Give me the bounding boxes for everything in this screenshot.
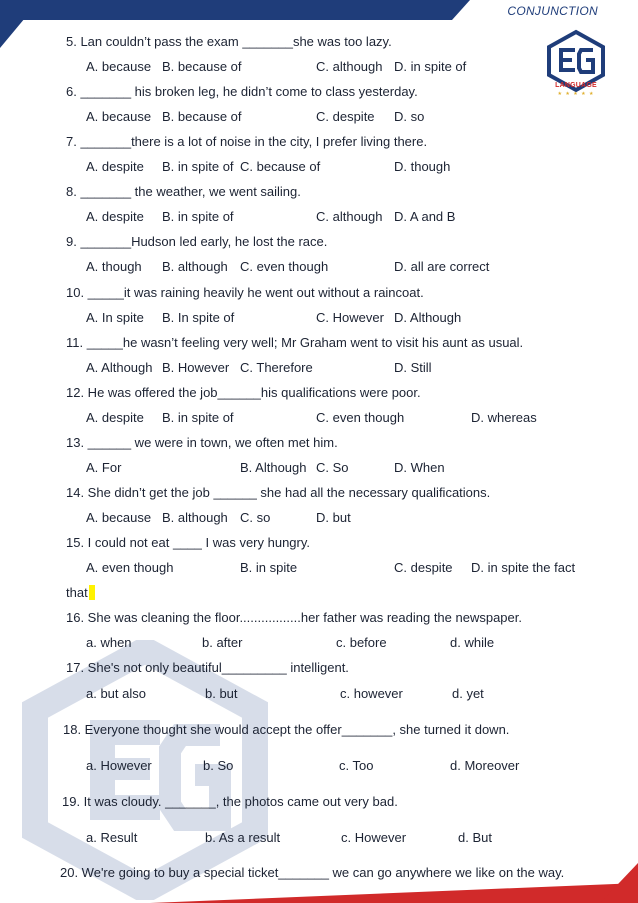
option-8c: C. although xyxy=(316,209,383,224)
option-8b: B. in spite of xyxy=(162,209,234,224)
page-header-title: CONJUNCTION xyxy=(507,4,598,18)
option-19d: d. But xyxy=(458,830,492,845)
option-16b: b. after xyxy=(202,635,243,650)
option-17d: d. yet xyxy=(452,686,484,701)
option-7c: C. because of xyxy=(240,159,321,174)
question-20: 20. We're going to buy a special ticket_______ we can go anywhere we like on the way. xyxy=(60,865,565,880)
question-18: 18. Everyone thought she would accept the offer_______, she turned it down. xyxy=(63,722,510,737)
question-7: 7. _______there is a lot of noise in the city, I prefer living there. xyxy=(66,134,428,149)
option-16a: a. when xyxy=(86,635,132,650)
option-14b: B. although xyxy=(162,510,228,525)
option-19c: c. However xyxy=(341,830,407,845)
question-12: 12. He was offered the job______his qualifications were poor. xyxy=(66,385,421,400)
option-5a: A. because xyxy=(86,59,152,74)
option-17a: a. but also xyxy=(86,686,146,701)
option-6c: C. despite xyxy=(316,109,375,124)
option-9b: B. although xyxy=(162,259,228,274)
option-14c: C. so xyxy=(240,510,271,525)
option-17c: c. however xyxy=(340,686,403,701)
option-15d: D. in spite the fact xyxy=(471,560,576,575)
option-8a: A. despite xyxy=(86,209,144,224)
question-14: 14. She didn’t get the job ______ she had all the necessary qualifications. xyxy=(66,485,491,500)
option-10a: A. In spite xyxy=(86,310,144,325)
option-10b: B. In spite of xyxy=(162,310,235,325)
option-7a: A. despite xyxy=(86,159,144,174)
option-15d-wrap: that xyxy=(66,585,95,601)
option-15b: B. in spite xyxy=(240,560,298,575)
option-10c: C. However xyxy=(316,310,384,325)
question-16: 16. She was cleaning the floor.................her father was reading the newspaper. xyxy=(66,610,522,625)
option-9a: A. though xyxy=(86,259,142,274)
question-5: 5. Lan couldn’t pass the exam _______she was too lazy. xyxy=(66,34,392,49)
option-18c: c. Too xyxy=(339,758,374,773)
option-16d: d. while xyxy=(450,635,495,650)
option-19a: a. Result xyxy=(86,830,138,845)
option-12d: D. whereas xyxy=(471,410,537,425)
option-12a: A. despite xyxy=(86,410,144,425)
question-17: 17. She's not only beautiful_________ intelligent. xyxy=(66,660,349,675)
option-13b: B. Although xyxy=(240,460,307,475)
option-13d: D. When xyxy=(394,460,445,475)
option-15c: C. despite xyxy=(394,560,453,575)
option-7b: B. in spite of xyxy=(162,159,234,174)
option-9d: D. all are correct xyxy=(394,259,490,274)
option-5b: B. because of xyxy=(162,59,242,74)
option-15a: A. even though xyxy=(86,560,174,575)
option-6a: A. because xyxy=(86,109,152,124)
option-16c: c. before xyxy=(336,635,387,650)
logo-wordmark: LANGUAGE xyxy=(555,82,597,89)
option-19b: b. As a result xyxy=(205,830,281,845)
option-6b: B. because of xyxy=(162,109,242,124)
question-13: 13. ______ we were in town, we often met him. xyxy=(66,435,338,450)
option-5c: C. although xyxy=(316,59,383,74)
question-10: 10. _____it was raining heavily he went out without a raincoat. xyxy=(66,285,424,300)
question-19: 19. It was cloudy. _______, the photos came out very bad. xyxy=(62,794,398,809)
option-11d: D. Still xyxy=(394,360,432,375)
option-13a: A. For xyxy=(86,460,122,475)
text-cursor-highlight xyxy=(89,585,95,600)
option-18a: a. However xyxy=(86,758,152,773)
option-12c: C. even though xyxy=(316,410,405,425)
option-17b: b. but xyxy=(205,686,238,701)
option-7d: D. though xyxy=(394,159,451,174)
top-left-corner xyxy=(0,0,40,48)
question-11: 11. _____he wasn’t feeling very well; Mr Graham went to visit his aunt as usual. xyxy=(66,335,524,350)
option-18d: d. Moreover xyxy=(450,758,520,773)
option-9c: C. even though xyxy=(240,259,329,274)
option-12b: B. in spite of xyxy=(162,410,234,425)
logo-stars: ★ ★ ★ ★ ★ xyxy=(557,91,595,97)
option-6d: D. so xyxy=(394,109,425,124)
option-11a: A. Although xyxy=(86,360,153,375)
option-8d: D. A and B xyxy=(394,209,456,224)
option-11c: C. Therefore xyxy=(240,360,313,375)
option-18b: b. So xyxy=(203,758,234,773)
option-13c: C. So xyxy=(316,460,349,475)
option-14a: A. because xyxy=(86,510,152,525)
question-9: 9. _______Hudson led early, he lost the race. xyxy=(66,234,328,249)
option-5d: D. in spite of xyxy=(394,59,467,74)
option-14d: D. but xyxy=(316,510,351,525)
question-15: 15. I could not eat ____ I was very hungry. xyxy=(66,535,311,550)
question-8: 8. _______ the weather, we went sailing. xyxy=(66,184,301,199)
option-10d: D. Although xyxy=(394,310,462,325)
question-6: 6. _______ his broken leg, he didn’t come to class yesterday. xyxy=(66,84,418,99)
option-11b: B. However xyxy=(162,360,230,375)
